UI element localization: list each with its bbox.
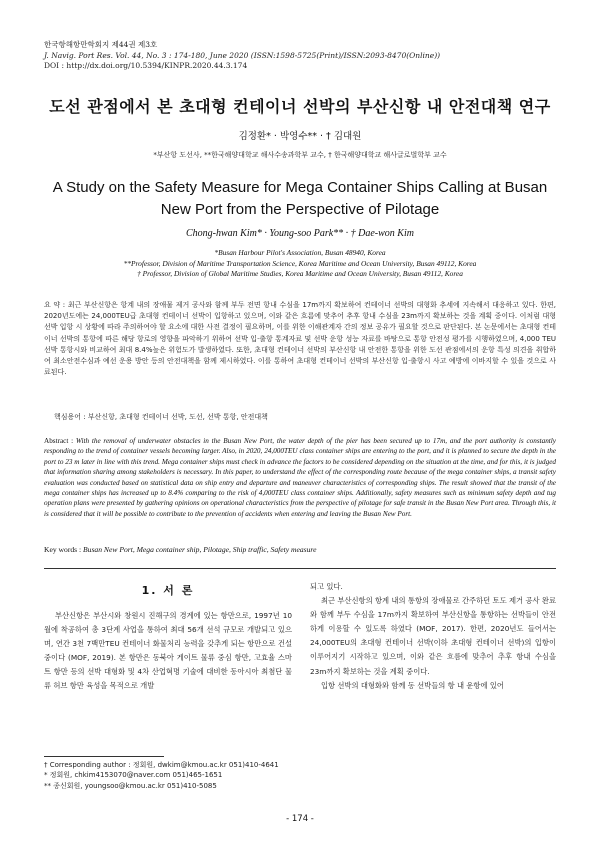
abstract-english-text: With the removal of underwater obstacles in the Busan New Port, the water depth of the pier has been secured up to 17m, and the port authority is constantly responding to the trend of container vessels becoming larger. Also, in 2020, 24,000TEU class container ships are entering to the port, and it is planned to secure the depth in the port to 23 m later in line with this trend. Mega container ships must check in advance the factors to be considered depending on the situation at the time, and for this, it is judged that information sharing among stakeholders is necessary. In this paper, to understand the effect of the corresponding route because of the mega container ships, a transit safety evaluation was conducted based on statistical data on ship entry and departure and maneuver characteristics of corresponding ships. The result showed that the transit of the mega container ships has increased up to 8.4% comparing to the risk of 4,000TEU class container ships. Additionally, safety measures such as minimum safety depth and tug operation plans were presented by gathering opinions on operational characteristics from the perspective of pilotage for safe transit in the Busan New Port area. Through this, it is considered that it will be possible to contribute to the prevention of accidents when entering and leaving the Busan New Port. bbox=[44, 437, 556, 518]
abstract-korean-text: 최근 부산신항은 항계 내의 장애물 제거 공사와 함께 부두 전면 항내 수심을 17m까지 확보하여 컨테이너 선박의 대형화 추세에 지속해서 대응하고 있다. 한편, 2020년도에는 24,000TEU급 초대형 컨테이너 선박이 입항하고 있으며, 이와 같은 흐름에 맞추어 추후 항내 수심을 23m까지 확보하는 것을 계획 중이다. 이처럼 대형선박 입항 시 상황에 따라 주의하여야 할 요소에 대한 사전 결정이 필요하며, 이를 위한 이해관계자 간의 정보 공유가 필요할 것으로 판단된다. 본 논문에서는 초대형 컨테이너 선박의 통항에 따른 해당 항로의 영향을 파악하기 위하여 선박 입·출항 통계자료 및 선박 운항 성능 자료를 바탕으로 통항 안전성 평가를 시행하였으며, 4,000 TEU선박 통항시와 비교하여 최대 8.4%높은 위험도가 발생하였다. 또한, 초대형 컨테이너 선박의 부산신항 내 안전한 통항을 위한 도선 관점에서의 운항 특성 의견을 취합하여 최소안전수심과 예선 운용 방안 등의 안전대책을 함께 제시하였다. 이를 통하여 초대형 컨테이너 선박의 부산신항 입·출항시 사고 예방에 이바지할 수 있을 것으로 사료된다. bbox=[44, 301, 556, 377]
journal-name-kr: 한국항해항만학회지 제44권 제3호 bbox=[44, 40, 158, 49]
body-column-right bbox=[310, 580, 556, 693]
paragraph: 되고 있다. bbox=[310, 582, 343, 591]
body-column-left bbox=[44, 609, 292, 694]
paragraph: 부산신항은 부산시와 창원시 진해구의 경계에 있는 항만으로, 1997년 10월에 착공하여 총 3단계 사업을 통하여 최대 56개 선석 규모로 개발되고 있으며, 연간 3천 7백만TEU 컨테이너 화물처리 능력을 갖추게 되는 항만으로 건설 중이다 (MOF, 2019). 본 항만은 동북아 게이트 물류 중심 항만, 고효율 스마트 항만 등의 선박 대형화 및 4차 산업혁명 기술에 대비한 동아시아 최첨단 물류 허브 항만 육성을 목적으로 개발 bbox=[44, 611, 292, 691]
paragraph: 최근 부산신항의 항계 내의 통항의 장애물로 간주하던 토도 제거 공사 완료와 함께 부두 수심을 17m까지 확보하여 부산신항을 통항하는 선박들이 안전하게 이용할 수 있도록 하였다 (MOF, 2017). 한편, 2020년도 들어서는 24,000TEU의 초대형 컨테이너 선박(이하 초대형 컨테이너 선박)의 입항이 이루어지기 시작하고 있으며, 이와 같은 흐름에 맞추어 추후 항내 수심을 23m까지 확보하는 것을 계획 중이다. bbox=[310, 596, 556, 676]
footnote-corresponding: † Corresponding author : 정회원, dwkim@kmou.ac.kr 051)410-4641 bbox=[44, 761, 279, 769]
section-heading-introduction: 1. 서 론 bbox=[141, 584, 195, 597]
affiliation-3: † Professor, Division of Global Maritime Studies, Korea Maritime and Ocean University, Busan 49112, Korea bbox=[137, 269, 463, 278]
section-divider bbox=[44, 568, 556, 569]
keywords-korean: 핵심용어 : 부산신항, 초대형 컨테이너 선박, 도선, 선박 통항, 안전대책 bbox=[54, 413, 268, 421]
page-number: - 174 - bbox=[286, 814, 314, 824]
affiliations-korean: *부산항 도선사, **한국해양대학교 해사수송과학부 교수, † 한국해양대학교 해사글로벌학부 교수 bbox=[153, 151, 447, 159]
title-korean: 도선 관점에서 본 초대형 컨테이너 선박의 부산신항 내 안전대책 연구 bbox=[49, 97, 551, 116]
abstract-english-label: Abstract : bbox=[44, 437, 74, 445]
footnote-divider bbox=[44, 756, 164, 757]
abstract-korean bbox=[44, 300, 556, 378]
journal-citation: J. Navig. Port Res. Vol. 44, No. 3 : 174-180, June 2020 (ISSN:1598-5725(Print)/ISSN:2093-8470(Online)) bbox=[44, 50, 441, 60]
footnote-author-1: * 정회원, chkim4153070@naver.com 051)465-1651 bbox=[44, 771, 223, 780]
affiliation-2: **Professor, Division of Maritime Transportation Science, Korea Maritime and Ocean University, Busan 49112, Korea bbox=[123, 258, 477, 268]
keywords-english bbox=[44, 545, 316, 554]
keywords-english-text: Busan New Port, Mega container ship, Pilotage, Ship traffic, Safety measure bbox=[83, 545, 317, 554]
doi-link[interactable]: DOI : http://dx.doi.org/10.5394/KINPR.2020.44.3.174 bbox=[44, 61, 248, 70]
affiliations-english bbox=[0, 248, 600, 280]
title-english: A Study on the Safety Measure for Mega Container Ships Calling at Busan New Port from the Perspective of Pilotage bbox=[52, 179, 548, 218]
abstract-korean-label: 요 약 : bbox=[44, 301, 66, 309]
abstract-english bbox=[44, 436, 556, 519]
affiliation-1: *Busan Harbour Pilot's Association, Busan 48940, Korea bbox=[214, 248, 386, 257]
authors-korean: 김정환* · 박영수** · † 김대원 bbox=[238, 131, 362, 142]
paragraph: 입항 선박의 대형화와 함께 동 선박들의 항 내 운항에 있어 bbox=[320, 680, 504, 690]
authors-english: Chong-hwan Kim* · Young-soo Park** · † Dae-won Kim bbox=[186, 228, 414, 239]
journal-header bbox=[44, 40, 440, 72]
footnote-author-2: ** 종신회원, youngsoo@kmou.ac.kr 051)410-5085 bbox=[44, 781, 217, 790]
footnotes bbox=[44, 760, 279, 791]
keywords-english-label: Key words : bbox=[44, 545, 82, 554]
